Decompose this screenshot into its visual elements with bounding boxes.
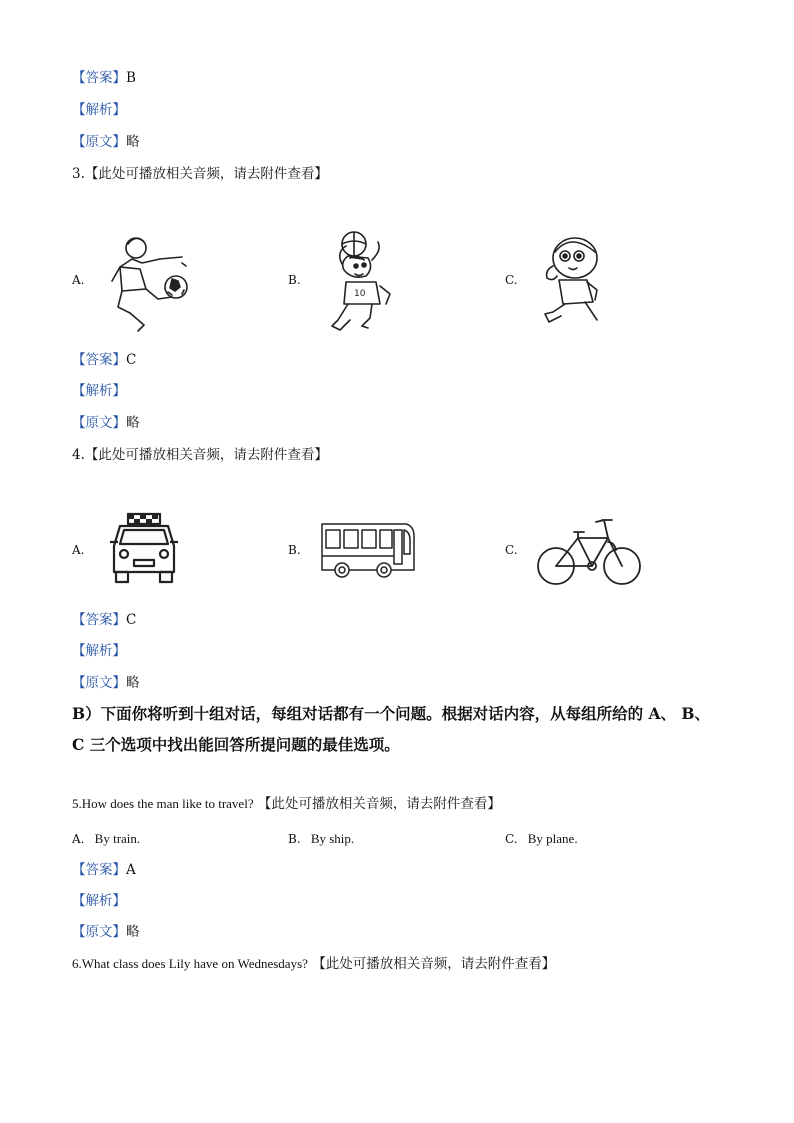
q2-analysis-label: 【解析】 <box>72 102 126 118</box>
q4-answer-row <box>72 608 136 628</box>
running-boy-icon <box>537 234 607 330</box>
original-label: 【原文】 <box>72 134 126 150</box>
q3-audio-note: 【此处可播放相关音频，请去附件查看】 <box>84 166 328 182</box>
q2-answer-row <box>72 66 136 86</box>
original-label: 【原文】 <box>72 415 126 431</box>
section-b-instruction-line2: C 三个选项中找出能回答所提问题的最佳选项。 <box>72 735 400 754</box>
q3-number: 3. <box>72 166 85 182</box>
q4-answer: C <box>126 612 137 628</box>
q2-answer: B <box>126 70 136 86</box>
q4-option-b-letter: B. <box>288 543 301 557</box>
q4-option-a-letter: A. <box>72 543 85 557</box>
original-label: 【原文】 <box>72 675 126 691</box>
q6-question: What class does Lily have on Wednesdays? <box>81 956 308 971</box>
q3-original-row <box>72 411 140 431</box>
q4-number: 4. <box>72 447 85 463</box>
q5-number: 5. <box>72 796 82 811</box>
q3-option-b-letter: B. <box>288 273 301 287</box>
q5-option-c-letter: C. <box>505 832 518 846</box>
football-player-icon <box>106 232 198 332</box>
q5-option-b <box>288 828 354 847</box>
q4-stem <box>72 443 328 463</box>
svg-text:10: 10 <box>354 289 366 299</box>
q5-option-a-letter: A. <box>72 832 85 846</box>
q5-option-b-text: By ship. <box>310 831 355 846</box>
section-b-instruction-line1: B）下面你将听到十组对话，每组对话都有一个问题。根据对话内容，从每组所给的 A、 B、 <box>72 704 711 723</box>
q5-stem <box>72 792 501 812</box>
q6-audio-note: 【此处可播放相关音频，请去附件查看】 <box>312 956 556 972</box>
q4-original-text: 略 <box>126 675 140 691</box>
q3-option-a-letter: A. <box>72 273 85 287</box>
answer-label: 【答案】 <box>72 862 126 878</box>
answer-label: 【答案】 <box>72 70 126 86</box>
q3-original-text: 略 <box>126 415 140 431</box>
q5-option-a-text: By train. <box>94 831 141 846</box>
basketball-player-icon <box>322 230 398 334</box>
q5-answer-row <box>72 858 136 878</box>
q4-analysis-label: 【解析】 <box>72 643 126 659</box>
q5-audio-note: 【此处可播放相关音频，请去附件查看】 <box>257 796 501 812</box>
answer-label: 【答案】 <box>72 612 126 628</box>
original-label: 【原文】 <box>72 924 126 940</box>
q5-option-a <box>72 828 140 847</box>
q6-number: 6. <box>72 956 82 971</box>
q5-option-c-text: By plane. <box>527 831 578 846</box>
q2-original-text: 略 <box>126 134 140 150</box>
q3-option-c-letter: C. <box>505 273 518 287</box>
q3-answer: C <box>126 352 137 368</box>
q3-analysis-label: 【解析】 <box>72 383 126 399</box>
q3-stem <box>72 162 328 182</box>
q5-analysis-label: 【解析】 <box>72 893 126 909</box>
q5-original-text: 略 <box>126 924 140 940</box>
taxi-icon <box>104 512 184 584</box>
q4-original-row <box>72 671 140 691</box>
q4-option-c-letter: C. <box>505 543 518 557</box>
bicycle-icon <box>536 516 642 588</box>
answer-label: 【答案】 <box>72 352 126 368</box>
q5-question: How does the man like to travel? <box>81 796 254 811</box>
q5-option-b-letter: B. <box>288 832 301 846</box>
q5-option-c <box>505 828 578 847</box>
bus-icon <box>318 520 418 582</box>
q5-answer: A <box>126 862 136 878</box>
q3-answer-row <box>72 348 136 368</box>
q4-audio-note: 【此处可播放相关音频，请去附件查看】 <box>84 447 328 463</box>
q2-original-row <box>72 130 140 150</box>
q5-original-row <box>72 920 140 940</box>
q6-stem <box>72 952 555 972</box>
